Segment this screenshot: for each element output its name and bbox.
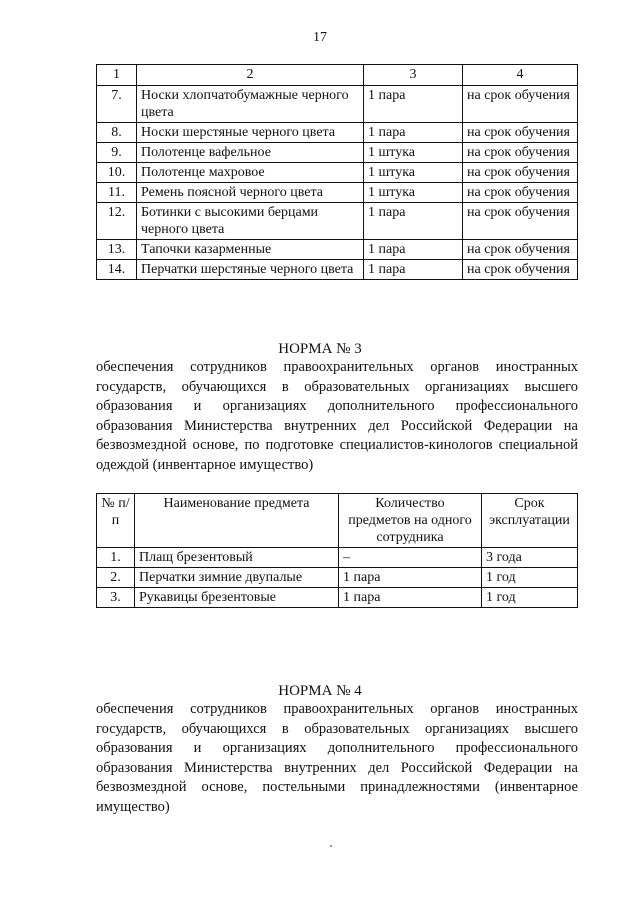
header-col-2: 2 bbox=[137, 65, 364, 86]
table-row bbox=[97, 588, 578, 608]
item-name: Ремень поясной черного цвета bbox=[137, 183, 364, 203]
table-row bbox=[97, 143, 578, 163]
row-number: 13. bbox=[97, 240, 137, 260]
norm-3-description: обеспечения сотрудников правоохранительных органов иностранных государств, обучающихся в образовательных организациях высшего образования и организациях дополнительного профессионального образования Министерства внутренних дел Российской Федерации на безвозмездной основе, по подготовке специалистов-кинологов специальной одеждой (инвентарное имущество) bbox=[96, 359, 578, 473]
item-quantity: – bbox=[339, 548, 482, 568]
table-row bbox=[97, 260, 578, 280]
table-row bbox=[97, 240, 578, 260]
item-name: Носки хлопчатобумажные черного цвета bbox=[137, 86, 364, 123]
row-number: 7. bbox=[97, 86, 137, 123]
item-name: Перчатки зимние двупалые bbox=[135, 568, 339, 588]
row-number: 2. bbox=[97, 568, 135, 588]
norm-4-description: обеспечения сотрудников правоохранительных органов иностранных государств, обучающихся в образовательных организациях высшего образования и организациях дополнительного профессионального образования Министерства внутренних дел Российской Федерации на безвозмездной основе, постельными принадлежностями (инвентарное имущество) bbox=[96, 701, 578, 815]
item-quantity: 1 штука bbox=[364, 163, 463, 183]
item-quantity: 1 пара bbox=[364, 260, 463, 280]
row-number: 12. bbox=[97, 203, 137, 240]
row-number: 9. bbox=[97, 143, 137, 163]
item-name: Полотенце вафельное bbox=[137, 143, 364, 163]
item-quantity: 1 пара bbox=[364, 240, 463, 260]
table-row bbox=[97, 203, 578, 240]
item-term: 1 год bbox=[482, 588, 578, 608]
table-header-row bbox=[97, 494, 578, 548]
item-quantity: 1 штука bbox=[364, 183, 463, 203]
item-term: на срок обучения bbox=[463, 260, 578, 280]
norm-3-title: НОРМА № 3 bbox=[278, 341, 362, 357]
item-quantity: 1 пара bbox=[364, 86, 463, 123]
item-term: на срок обучения bbox=[463, 183, 578, 203]
item-name: Тапочки казарменные bbox=[137, 240, 364, 260]
table-header-row bbox=[97, 65, 578, 86]
header-quantity: Количество предметов на одного сотрудника bbox=[339, 494, 482, 548]
row-number: 8. bbox=[97, 123, 137, 143]
item-term: 3 года bbox=[482, 548, 578, 568]
norm-3-table bbox=[96, 493, 578, 608]
norm-4-title: НОРМА № 4 bbox=[278, 683, 362, 699]
scan-speck bbox=[330, 845, 332, 847]
item-quantity: 1 пара bbox=[339, 568, 482, 588]
header-item-name: Наименование предмета bbox=[135, 494, 339, 548]
item-term: на срок обучения bbox=[463, 203, 578, 240]
row-number: 3. bbox=[97, 588, 135, 608]
item-name: Носки шерстяные черного цвета bbox=[137, 123, 364, 143]
item-term: на срок обучения bbox=[463, 240, 578, 260]
item-quantity: 1 пара bbox=[364, 123, 463, 143]
row-number: 14. bbox=[97, 260, 137, 280]
header-col-4: 4 bbox=[463, 65, 578, 86]
header-number: № п/п bbox=[97, 494, 135, 548]
item-name: Плащ брезентовый bbox=[135, 548, 339, 568]
table-row bbox=[97, 548, 578, 568]
page-number: 17 bbox=[313, 30, 327, 45]
row-number: 10. bbox=[97, 163, 137, 183]
item-term: на срок обучения bbox=[463, 163, 578, 183]
table-row bbox=[97, 123, 578, 143]
item-term: 1 год bbox=[482, 568, 578, 588]
clothing-table-continued bbox=[96, 64, 578, 280]
item-quantity: 1 пара bbox=[339, 588, 482, 608]
table-row bbox=[97, 86, 578, 123]
row-number: 11. bbox=[97, 183, 137, 203]
item-name: Ботинки с высокими берцами черного цвета bbox=[137, 203, 364, 240]
header-col-3: 3 bbox=[364, 65, 463, 86]
header-col-1: 1 bbox=[97, 65, 137, 86]
header-term: Срок эксплуатации bbox=[482, 494, 578, 548]
table-row bbox=[97, 183, 578, 203]
item-quantity: 1 штука bbox=[364, 143, 463, 163]
item-term: на срок обучения bbox=[463, 143, 578, 163]
item-quantity: 1 пара bbox=[364, 203, 463, 240]
table-row bbox=[97, 163, 578, 183]
item-name: Перчатки шерстяные черного цвета bbox=[137, 260, 364, 280]
item-term: на срок обучения bbox=[463, 123, 578, 143]
item-name: Полотенце махровое bbox=[137, 163, 364, 183]
table-row bbox=[97, 568, 578, 588]
item-term: на срок обучения bbox=[463, 86, 578, 123]
row-number: 1. bbox=[97, 548, 135, 568]
item-name: Рукавицы брезентовые bbox=[135, 588, 339, 608]
